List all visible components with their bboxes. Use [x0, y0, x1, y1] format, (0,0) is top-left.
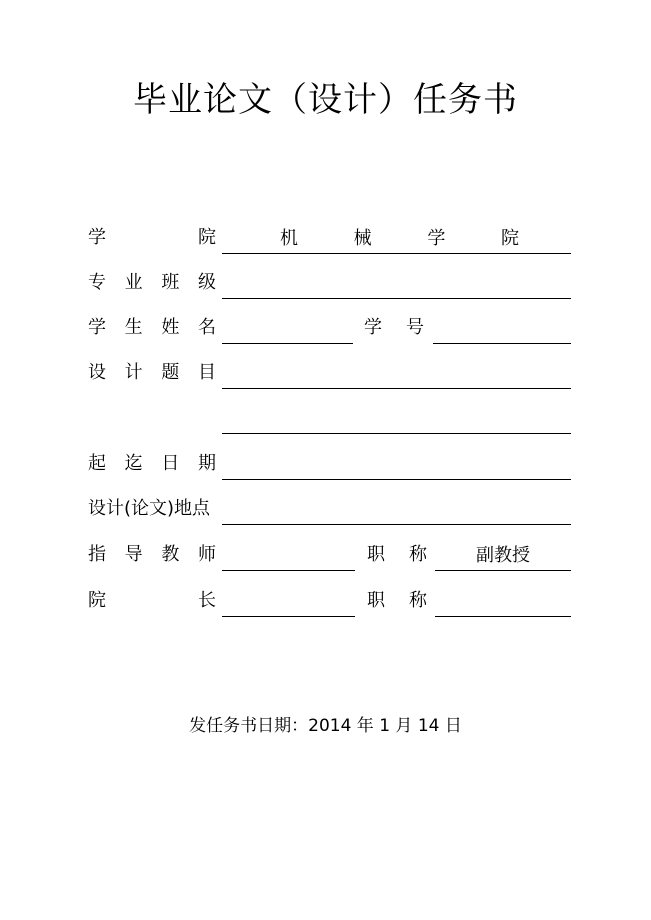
advisor-label-char-4: 师: [197, 544, 216, 565]
dates-field[interactable]: [222, 449, 571, 480]
student-row: [0, 304, 651, 344]
major-class-label-char-2: 业: [124, 272, 143, 293]
college-value-char-3: 学: [427, 228, 446, 249]
design-topic-label-char-2: 计: [124, 362, 143, 383]
advisor-label: [88, 543, 216, 567]
document-title: 毕业论文（设计）任务书: [133, 80, 518, 120]
dates-label: [88, 452, 216, 476]
college-value-char-4: 院: [500, 228, 519, 249]
student-name-label-char-1: 学: [88, 317, 106, 338]
college-value: [222, 227, 571, 251]
major-class-row: [0, 259, 651, 299]
student-id-label: [364, 316, 424, 340]
advisor-label-char-1: 指: [88, 544, 106, 565]
dean-label-char-1: 院: [88, 590, 106, 611]
major-class-label: [88, 271, 216, 295]
design-topic-label-char-1: 设: [88, 362, 106, 383]
dates-label-char-2: 迄: [124, 453, 143, 474]
location-label: 设计(论文)地点: [88, 498, 211, 519]
dean-title-label: [367, 589, 427, 613]
advisor-field[interactable]: [222, 540, 355, 571]
student-name-label-char-4: 名: [197, 317, 216, 338]
major-class-label-char-3: 班: [161, 272, 180, 293]
dean-row: [0, 577, 651, 617]
dean-title-field[interactable]: [435, 586, 571, 617]
student-name-label-char-3: 姓: [161, 317, 180, 338]
advisor-title-label: [367, 543, 427, 567]
student-id-label-char-1: 学: [364, 317, 382, 338]
major-class-label-char-1: 专: [88, 272, 106, 293]
advisor-title-label-char-1: 职: [367, 544, 385, 565]
advisor-title-label-char-2: 称: [409, 544, 427, 565]
advisor-title-field[interactable]: [435, 540, 571, 571]
student-name-label: [88, 316, 216, 340]
advisor-label-char-2: 导: [124, 544, 143, 565]
student-name-label-char-2: 生: [124, 317, 143, 338]
dates-row: [0, 440, 651, 480]
college-value-char-2: 械: [353, 228, 372, 249]
college-label-char-1: 学: [88, 227, 106, 248]
major-class-field[interactable]: [222, 268, 571, 299]
student-id-label-char-2: 号: [406, 317, 424, 338]
dates-label-char-4: 期: [197, 453, 216, 474]
dean-field[interactable]: [222, 586, 355, 617]
design-topic-label: [88, 361, 216, 385]
dean-label: [88, 589, 216, 613]
advisor-title-value: 副教授: [476, 545, 530, 566]
design-topic-row: [0, 349, 651, 389]
location-row: [0, 485, 651, 525]
dean-title-label-char-1: 职: [367, 590, 385, 611]
student-name-field[interactable]: [222, 313, 353, 344]
dates-label-char-3: 日: [161, 453, 180, 474]
dates-label-char-1: 起: [88, 453, 106, 474]
design-topic-field-line-2[interactable]: [222, 403, 571, 434]
issue-date: 发任务书日期：2014 年 1 月 14 日: [189, 716, 462, 736]
design-topic-label-char-3: 题: [161, 362, 180, 383]
advisor-label-char-3: 教: [161, 544, 180, 565]
design-topic-row-2: [0, 394, 651, 434]
design-topic-field-line-1[interactable]: [222, 358, 571, 389]
college-value-char-1: 机: [280, 228, 298, 249]
dean-title-label-char-2: 称: [409, 590, 427, 611]
design-topic-label-char-4: 目: [197, 362, 216, 383]
college-label-char-2: 院: [198, 227, 216, 248]
advisor-row: [0, 531, 651, 571]
college-row: [0, 214, 651, 254]
location-field[interactable]: [222, 494, 571, 525]
college-label: [88, 226, 216, 250]
major-class-label-char-4: 级: [197, 272, 216, 293]
dean-label-char-2: 长: [198, 590, 216, 611]
college-field[interactable]: [222, 223, 571, 254]
student-id-field[interactable]: [433, 313, 571, 344]
